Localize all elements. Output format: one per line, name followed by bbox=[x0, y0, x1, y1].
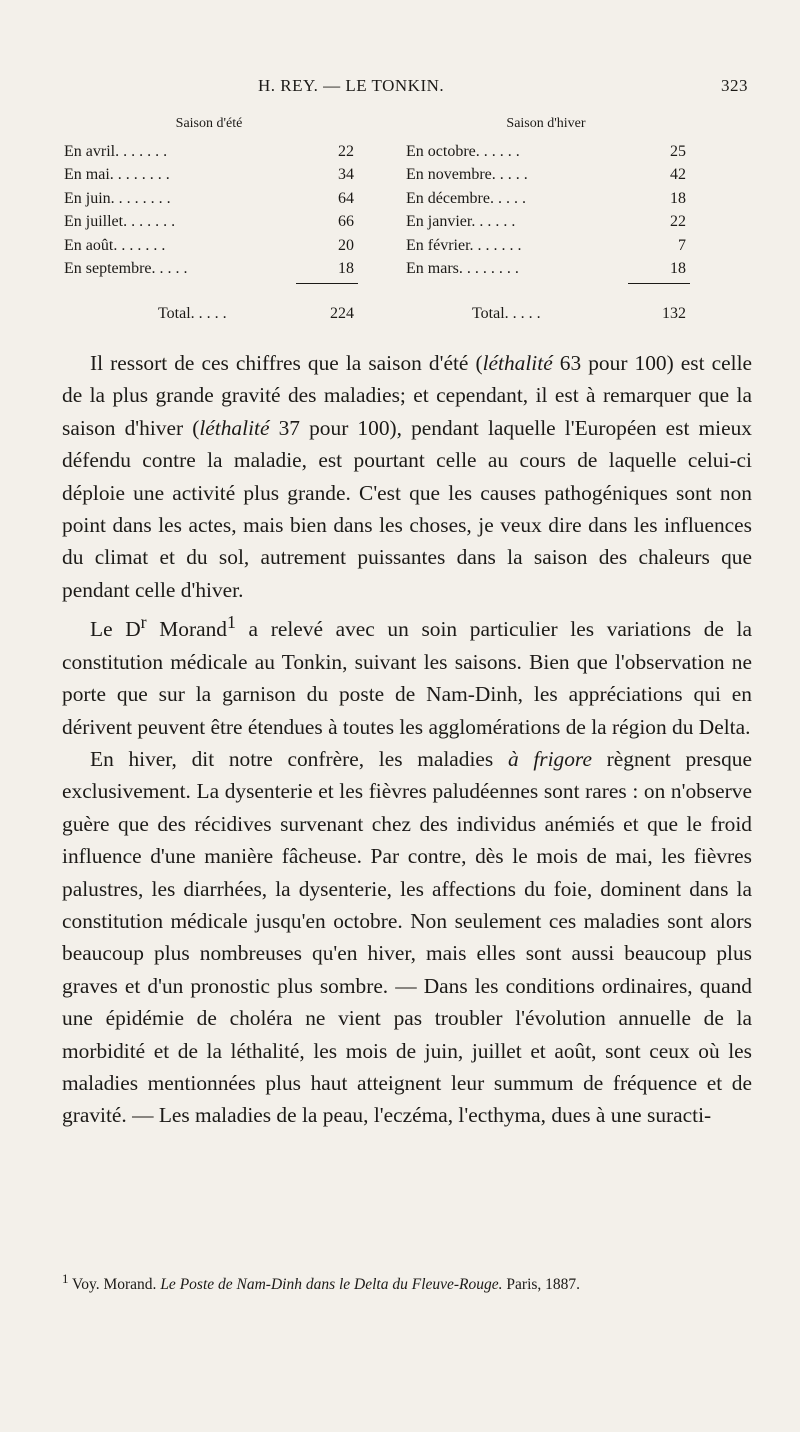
paragraph bbox=[62, 743, 752, 1132]
table-row bbox=[64, 187, 354, 211]
text-run: règnent presque exclusivement. La dysenterie et les fièvres paludéennes sont rares : on n'observe guère que des récidives survenant chez des individus anémiés et que le froid influence d'une manière fâcheuse. Par contre, dès le mois de mai, les fièvres palustres, les diarrhées, la dysenterie, les affections du foie, dominent dans la constitution médicale jusqu'en octobre. Non seulement ces maladies sont alors beaucoup plus nombreuses qu'en hiver, mais elles sont aussi beaucoup plus graves et d'un pronostic plus sombre. — Dans les conditions ordinaires, quand une épidémie de choléra ne vient pas troubler l'évolution annuelle de la morbidité et de la léthalité, les mois de juin, juillet et août, sont ceux où les maladies mentionnées plus haut atteignent leur summum de fréquence et de gravité. — Les maladies de la peau, l'eczéma, l'ecthyma, dues à une suracti- bbox=[62, 747, 752, 1128]
month-value: 20 bbox=[338, 236, 354, 254]
table-row bbox=[64, 257, 354, 281]
summer-table bbox=[64, 112, 354, 325]
table-row bbox=[64, 140, 354, 164]
winter-table bbox=[406, 112, 686, 325]
month-label: En novembre. . . . . bbox=[406, 166, 528, 183]
total-row bbox=[64, 302, 354, 326]
superscript: r bbox=[140, 612, 147, 633]
text-run: a relevé avec un soin particulier les variations de la constitution médicale au Tonkin, suivant les saisons. Bien que l'observation ne porte que sur la garnison du poste de Nam-Dinh, les appréciations qui en dérivent peuvent être étendues à toutes les agglomérations de la région du Delta. bbox=[62, 617, 752, 739]
text-run: En hiver, dit notre confrère, les maladies bbox=[90, 747, 508, 771]
footnote bbox=[62, 1268, 752, 1295]
month-label: En avril. . . . . . . bbox=[64, 142, 168, 160]
running-head bbox=[60, 76, 748, 100]
month-label: En mars. . . . . . . . bbox=[406, 260, 519, 277]
text-run: Morand bbox=[146, 617, 227, 642]
footnote-marker: 1 bbox=[226, 612, 236, 633]
total-value: 132 bbox=[662, 304, 686, 322]
text-run-italic: léthalité bbox=[199, 415, 270, 440]
month-value: 42 bbox=[670, 166, 686, 183]
table-row bbox=[406, 210, 686, 234]
text-run: 37 pour 100), pendant laquelle l'Européen est mieux défendu contre la maladie, est pourtant celle au cours de laquelle celui-ci déploie une activité plus grande. C'est que les causes pathogéniques sont non point dans les actes, mais bien dans les choses, je veux dire dans les influences du climat et du sol, autrement puissantes dans la saison des chaleurs que pendant celle d'hiver. bbox=[62, 415, 753, 602]
total-rule bbox=[628, 283, 690, 284]
month-label: En janvier. . . . . . bbox=[406, 213, 516, 230]
month-label: En octobre. . . . . . bbox=[406, 142, 520, 160]
page-number: 323 bbox=[721, 76, 748, 95]
body-text bbox=[62, 347, 752, 1132]
text-run: Le D bbox=[90, 617, 141, 642]
footnote-title: Le Poste de Nam-Dinh dans le Delta du Fleuve-Rouge. bbox=[160, 1276, 503, 1294]
footnote-text: Voy. Morand. bbox=[68, 1276, 161, 1294]
month-value: 22 bbox=[338, 142, 354, 160]
month-value: 18 bbox=[670, 260, 686, 277]
month-value: 64 bbox=[338, 189, 354, 207]
paragraph bbox=[62, 347, 752, 606]
text-run: Il ressort de ces chiffres que la saison d'été ( bbox=[90, 351, 483, 375]
winter-caption: Saison d'hiver bbox=[506, 116, 586, 131]
total-label: Total. . . . . bbox=[472, 304, 541, 322]
month-value: 7 bbox=[678, 236, 686, 254]
month-label: En juin. . . . . . . . bbox=[64, 189, 171, 207]
month-value: 66 bbox=[338, 213, 354, 230]
text-run: 63 pour 100) est celle de la plus grande gravité des maladies; et cependant, il est à remarquer que la saison d'hiver ( bbox=[62, 351, 753, 440]
month-value: 22 bbox=[670, 213, 686, 230]
summer-caption: Saison d'été bbox=[175, 116, 243, 131]
footnote-number: 1 bbox=[62, 1271, 69, 1286]
text-run-italic: à frigore bbox=[507, 747, 592, 771]
month-value: 34 bbox=[338, 166, 354, 183]
table-row bbox=[406, 257, 686, 281]
total-rule bbox=[296, 283, 358, 284]
table-row bbox=[64, 163, 354, 187]
month-label: En septembre. . . . . bbox=[64, 260, 188, 277]
table-row bbox=[406, 234, 686, 258]
month-label: En juillet. . . . . . . bbox=[64, 213, 176, 230]
table-row bbox=[406, 187, 686, 211]
total-label: Total. . . . . bbox=[158, 304, 227, 322]
table-row bbox=[406, 163, 686, 187]
text-run-italic: léthalité bbox=[482, 351, 553, 375]
table-row bbox=[406, 140, 686, 164]
total-row bbox=[406, 302, 686, 326]
table-row bbox=[64, 234, 354, 258]
month-label: En mai. . . . . . . . bbox=[64, 166, 170, 183]
month-value: 25 bbox=[670, 142, 686, 160]
paragraph bbox=[62, 606, 752, 743]
table-row bbox=[64, 210, 354, 234]
month-label: En août. . . . . . . bbox=[64, 236, 166, 254]
month-value: 18 bbox=[338, 260, 354, 277]
footnote-text: Paris, 1887. bbox=[502, 1276, 581, 1294]
month-label: En février. . . . . . . bbox=[406, 236, 522, 254]
running-title: H. REY. — LE TONKIN. bbox=[258, 76, 445, 95]
total-value: 224 bbox=[330, 304, 354, 322]
month-label: En décembre. . . . . bbox=[406, 189, 526, 207]
month-value: 18 bbox=[670, 189, 686, 207]
